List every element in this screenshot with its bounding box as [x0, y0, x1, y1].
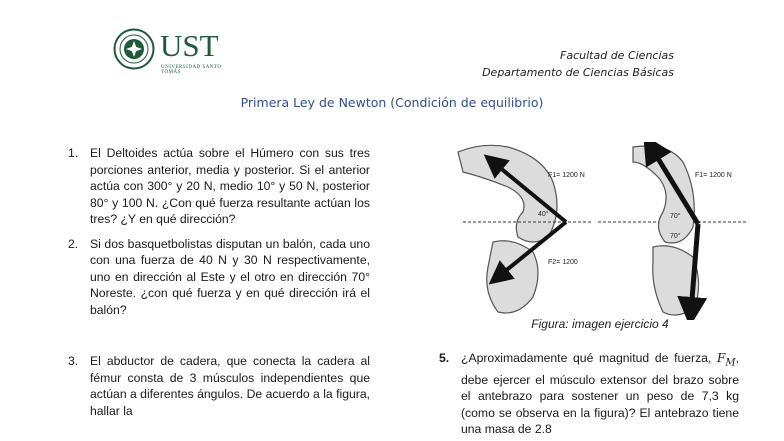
question-3: [68, 353, 370, 419]
question-number: 1.: [68, 146, 79, 160]
force-vector-symbol: [717, 351, 736, 369]
question-number: 3.: [68, 354, 79, 368]
right-angle-bottom-label: 70°: [670, 233, 681, 240]
faculty-name: Facultad de Ciencias: [560, 49, 674, 62]
right-angle-top-label: 70°: [670, 213, 681, 220]
exercise-4-figure: [453, 142, 753, 320]
question-5-text-after: , debe ejercer el músculo extensor del brazo sobre el antebrazo para sostener un peso de 7,3 kg (como se observa en la figura)? El antebrazo tiene una masa de 2.8: [461, 351, 739, 437]
question-number: 5.: [439, 351, 450, 365]
faculty-header: [482, 47, 674, 81]
left-arm-illustration: [458, 145, 557, 313]
question-5-body: [439, 350, 739, 438]
right-f1-label: F1= 1200 N: [695, 172, 732, 179]
question-5-text-before: ¿Aproximadamente qué magnitud de fuerza,: [461, 351, 712, 365]
university-seal-icon: [113, 28, 155, 70]
question-text: El abductor de cadera, que conecta la cadera al fémur consta de 3 músculos independientes que actúan a diferentes ángulos. De acuerdo a la figura, hallar la: [90, 354, 370, 418]
figure-caption: Figura: imagen ejercicio 4: [531, 317, 669, 331]
logo-subtitle: UNIVERSIDAD SANTO TOMÁS: [161, 65, 222, 75]
department-name: Departamento de Ciencias Básicas: [482, 66, 674, 79]
force-subscript: M: [725, 357, 736, 369]
left-angle-label: 40°: [538, 211, 549, 218]
question-1: [68, 145, 370, 228]
questions-left-column: [68, 145, 370, 419]
ust-logo: [113, 28, 233, 74]
page-title: Primera Ley de Newton (Condición de equilibrio): [240, 95, 544, 110]
question-5: [439, 350, 739, 438]
question-2: [68, 236, 370, 319]
question-text: Si dos basquetbolistas disputan un balón, cada uno con una fuerza de 40 N y 30 N respectivamente, uno en dirección al Este y el otro en dirección 70° Noreste. ¿con qué fuerza y en qué dirección irá el balón?: [90, 236, 370, 317]
question-number: 2.: [68, 236, 79, 251]
left-f2-label: F2= 1200: [548, 259, 578, 266]
force-symbol: F: [717, 351, 726, 365]
left-f1-label: F1= 1200 N: [548, 172, 585, 179]
logo-text: UST: [160, 28, 219, 63]
question-text: El Deltoides actúa sobre el Húmero con sus tres porciones anterior, media y posterior. Si el anterior actúa con 300° y 20 N, medio 10° y 50 N, posterior 80° y 100 N. ¿Con qué fuerza resultante actúan los tres? ¿Y en qué dirección?: [90, 146, 370, 226]
